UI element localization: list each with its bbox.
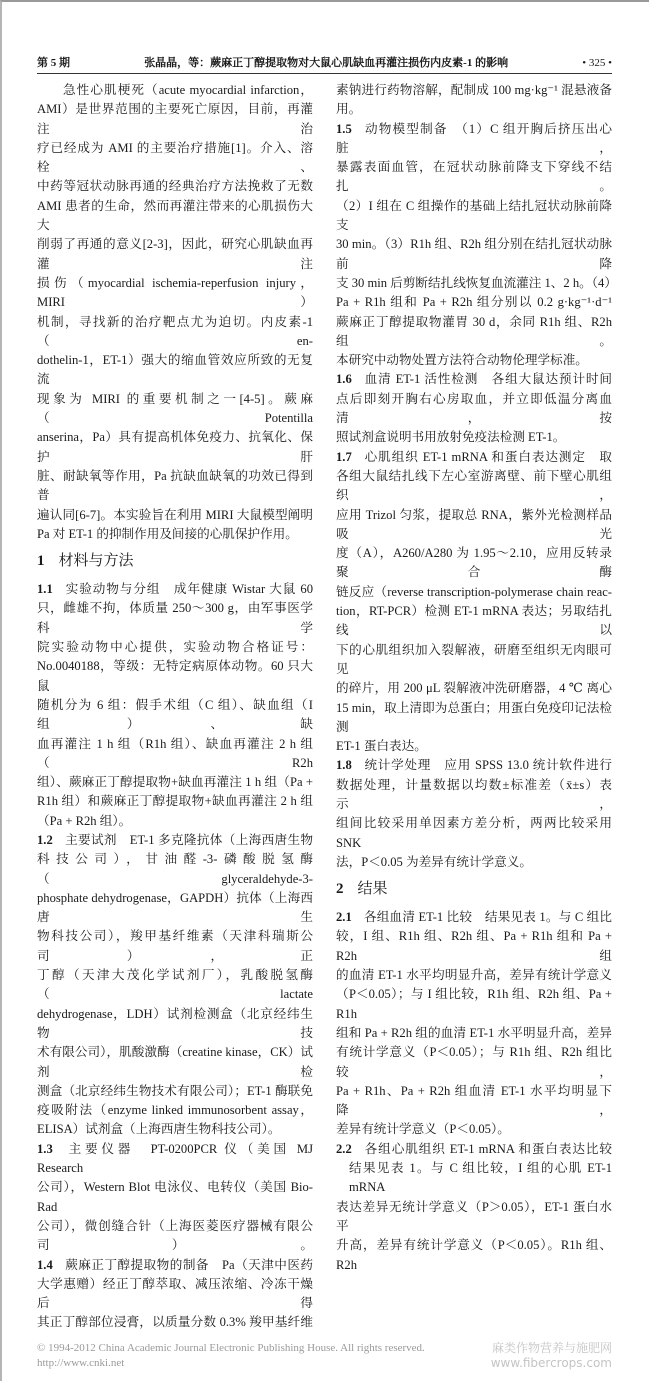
text-line [37,428,313,467]
line-text: 较，I 组、R1h 组、R2h 组、Pa + R1h 组和 Pa + R2h 组 [336,929,612,963]
text-line [336,506,612,545]
text-line [37,696,313,735]
text-line [336,737,612,756]
text-line [37,197,313,236]
left-column [37,81,313,1333]
line-text: 各组血清 ET-1 比较 结果见表 1。与 C 组比 [363,910,612,925]
line-text: 科技公司），甘油醛-3-磷酸脱氢酶（glyceraldehyde-3- [37,852,313,886]
text-line [336,1198,612,1237]
line-text: 遍认同[6-7]。本实验旨在利用 MIRI 大鼠模型阐明 [37,507,313,522]
watermark-line: 麻类作物营养与施肥网 [491,1340,612,1355]
subsection-number: 1.1 [37,582,53,597]
line-text: 院实验动物中心提供，实验动物合格证号： [37,640,313,655]
line-text: 结果见表 1。与 C 组比较，I 组的心肌 ET-1 mRNA [349,1161,612,1195]
text-line [336,313,612,352]
line-text: 机制，寻找新的治疗靶点尤为迫切。内皮素-1（en- [37,314,313,348]
section-title: 材料与方法 [58,553,134,570]
line-text: 大学惠赠）经正丁醇萃取、减压浓缩、冷冻干燥后得 [37,1276,313,1311]
section-number: 2 [336,881,344,898]
line-text: ET-1 蛋白表达。 [336,739,427,754]
section-number: 1 [37,553,45,570]
issue-label: 第 5 期 [37,57,70,69]
text-line [37,638,313,657]
line-text: 用。 [336,102,362,117]
text-line [336,544,612,583]
subsection-line [37,1256,313,1275]
subsection-number: 1.2 [37,832,53,847]
line-text: 疗已经成为 AMI 的主要治疗措施[1]。介入、溶栓、 [37,140,313,175]
text-line [336,293,612,312]
text-line [336,1159,612,1198]
line-text: 脏、耐缺氧等作用，Pa 抗缺血缺氧的功效已得到普 [37,468,313,503]
line-text: 主要仪器 PT-0200PCR 仪（美国 MJ Research [37,1141,313,1176]
line-text: 素钠进行药物溶解，配制成 100 mg·kg⁻¹ 混悬液备 [336,83,612,97]
line-text: 心肌组织 ET-1 mRNA 和蛋白表达测定 取 [363,449,612,464]
text-line [37,773,313,792]
copyright-footer: © 1994-2012 China Academic Journal Electronic Publishing House. All rights reserved. http://www.cnki.net [37,1341,425,1369]
line-text: 疫吸附法（enzyme linked immunosorbent assay， [37,1103,313,1118]
line-text: 实验动物与分组 成年健康 Wistar 大鼠 60 [64,582,313,597]
running-header [37,54,612,72]
text-line [37,927,313,966]
right-column-results [336,908,612,1275]
text-line [37,735,313,774]
text-line [37,850,313,889]
text-line [37,812,313,831]
subsection-number: 1.6 [336,372,352,387]
text-line [37,792,313,811]
line-text: 组间比较采用单因素方差分析，两两比较采用 SNK [336,816,612,850]
line-text: 15 min，取上清即为总蛋白；用蛋白免疫印记法检测 [336,700,612,734]
line-text: 血清 ET-1 活性检测 各组大鼠达预计时间 [363,372,612,387]
line-text: tion，RT-PCR）检测 ET-1 mRNA 表达；另取结扎线以 [336,604,612,638]
line-text: 照试剂盒说明书用放射免疫法检测 ET-1。 [336,430,566,445]
text-line [37,390,313,429]
section-heading-results [336,874,612,904]
subsection-number: 1.4 [37,1257,53,1272]
section-heading-methods [37,546,313,576]
page-number: • 325 • [582,57,612,69]
line-text: 各组心肌组织 ET-1 mRNA 和蛋白表达比较 [363,1141,612,1156]
line-text: 的血清 ET-1 水平均明显升高，差异有统计学意义 [336,968,612,983]
line-text: 的碎片，用 200 μL 裂解液冲洗研磨器，4 ℃ 离心 [336,681,612,696]
subsection-number: 1.5 [336,121,352,136]
text-line [336,1236,612,1275]
text-line [336,467,612,506]
line-text: Pa + R1h 组和 Pa + R2h 组分别以 0.2 g·kg⁻¹·d⁻¹ [336,295,612,310]
text-line [336,641,612,680]
text-line [336,1082,612,1121]
header-rule [37,73,612,74]
text-line [336,699,612,738]
line-text: 测盒（北京经纬生物技术有限公司）；ET-1 酶联免 [37,1083,313,1098]
text-line [336,602,612,641]
line-text: 蕨麻正丁醇提取物的制备 Pa（天津中医药 [64,1257,313,1272]
text-line [37,467,313,506]
text-line [336,966,612,985]
text-line [37,100,313,139]
line-text: Pa + R1h、Pa + R2h 组血清 ET-1 水平均明显下降， [336,1083,612,1118]
text-line [336,1024,612,1043]
text-line [336,100,612,119]
text-line [37,506,313,525]
subsection-number: 2.2 [336,1141,352,1156]
line-text: 削弱了再通的意义[2-3]，因此，研究心肌缺血再灌注 [37,237,313,271]
line-text: 统计学处理 应用 SPSS 13.0 统计软件进行 [363,758,612,773]
subsection-number: 2.1 [336,910,352,925]
line-text: 法，P＜0.05 为差异有统计学意义。 [336,854,532,869]
line-text: 丁醇（天津大茂化学试剂厂），乳酸脱氢酶（lactate [37,968,313,1002]
line-text: 各组大鼠结扎线下左心室游离壁、前下壁心肌组织， [336,468,612,503]
text-line [336,679,612,698]
line-text: AMI）是世界范围的主要死亡原因，目前，再灌注治 [37,102,313,136]
text-line [37,1120,313,1139]
body-columns [37,81,617,1333]
text-line [336,927,612,966]
text-line [37,1217,313,1256]
subsection-number: 1.7 [336,449,352,464]
line-text: 物科技公司），羧甲基纤维素（天津科瑞斯公司），正 [37,929,313,963]
line-text: 有统计学意义（P＜0.05）；与 R1h 组、R2h 组比较， [336,1045,612,1079]
text-line [336,235,612,274]
line-text: 中药等冠状动脉再通的经典治疗方法挽救了无数 [37,179,313,194]
text-line [37,966,313,1005]
text-line [336,853,612,872]
page-footer [37,1341,612,1371]
line-text: dehydrogenase，LDH）试剂检测盒（北京经纬生物技 [37,1006,313,1040]
line-text: 术有限公司），肌酸激酶（creatine kinase，CK）试剂检 [37,1045,313,1079]
subsection-line [37,1140,313,1179]
subsection-line [336,448,612,467]
text-line [37,1005,313,1044]
text-line [336,158,612,197]
text-line [37,351,313,390]
text-line [336,814,612,853]
text-line [37,274,313,313]
line-text: 度（A），A260/A280 为 1.95～2.10，应用反转录聚合酶 [336,546,612,580]
running-title: 张晶晶，等：蕨麻正丁醇提取物对大鼠心肌缺血再灌注损伤内皮素-1 的影响 [144,57,509,69]
text-line [37,1178,313,1217]
text-line [336,583,612,602]
section-title: 结果 [357,881,388,898]
subsection-line [336,756,612,775]
line-text: 表达差异无统计学意义（P＞0.05），ET-1 蛋白水平 [336,1199,612,1233]
text-line [336,776,612,815]
watermark-line: www.fibercrops.com [490,1355,612,1370]
line-text: 损伤（myocardial ischemia-reperfusion injury，MIRI） [37,275,313,310]
text-line [336,390,612,429]
text-line [37,177,313,196]
subsection-line [336,908,612,927]
left-column-methods [37,580,313,1333]
subsection-number: 1.3 [37,1141,53,1156]
line-text: dothelin-1，ET-1）强大的缩血管效应所致的无复流 [37,353,313,387]
line-text: 组和 Pa + R2h 组的血清 ET-1 水平明显升高，差异 [336,1025,612,1040]
text-line [37,525,313,544]
line-text: 血再灌注 1 h 组（R1h 组）、缺血再灌注 2 h 组（R2h [37,736,313,770]
line-text: 下的心肌组织加入裂解液，研磨至组织无肉眼可见 [336,642,612,676]
line-text: phosphate dehydrogenase，GAPDH）抗体（上海西唐生 [37,890,313,925]
subsection-line [37,580,313,599]
line-text: ELISA）试剂盒（上海西唐生物科技公司）。 [37,1122,281,1137]
text-line [37,889,313,928]
line-text: 升高，差异有统计学意义（P＜0.05）。R1h 组、R2h [336,1238,612,1272]
text-line [37,1313,313,1332]
line-text: （Pa + R2h 组）。 [37,813,132,828]
line-text: 其正丁醇部位浸膏，以质量分数 0.3% 羧甲基纤维 [37,1315,313,1330]
right-column-methods [336,81,617,872]
subsection-number: 1.8 [336,758,352,773]
line-text: 差异有统计学意义（P＜0.05）。 [336,1122,510,1137]
text-line [336,1120,612,1139]
line-text: 点后即刻开胸右心房取血，并立即低温分离血清，按 [336,391,612,426]
text-line [37,81,313,100]
line-text: 支 30 min 后剪断结扎线恢复血流灌注 1、2 h。（4） [336,275,617,290]
text-line [336,985,612,1024]
line-text: 蕨麻正丁醇提取物灌胃 30 d，余同 R1h 组、R2h 组。 [336,314,612,348]
text-line [336,428,612,447]
line-text: R1h 组）和蕨麻正丁醇提取物+缺血再灌注 2 h 组 [37,794,313,809]
text-line [37,1101,313,1120]
watermark [491,1341,612,1371]
text-line [336,197,612,236]
text-line [37,599,313,638]
text-line [37,235,313,274]
line-text: （P＜0.05）；与 I 组比较，R1h 组、R2h 组、Pa + R1h [336,987,612,1021]
line-text: 公司），Western Blot 电泳仪、电转仪（美国 Bio-Rad [37,1180,313,1214]
line-text: Pa 对 ET-1 的抑制作用及间接的心肌保护作用。 [37,526,298,541]
line-text: 只，雌雄不拘，体质量 250～300 g，由军事医学科学 [37,601,313,635]
line-text: 组）、蕨麻正丁醇提取物+缺血再灌注 1 h 组（Pa + [37,775,313,790]
text-line [37,1275,313,1314]
line-text: 数据处理，计量数据以均数±标准差（x̄±s）表示， [336,777,612,811]
line-text: 本研究中动物处置方法符合动物伦理学标准。 [336,353,588,368]
line-text: 公司），微创缝合针（上海医菱医疗器械有限公司）。 [37,1218,313,1253]
text-line [336,274,617,293]
line-text: 30 min。（3）R1h 组、R2h 组分别在结扎冠状动脉前降 [336,237,612,271]
text-line [336,1043,612,1082]
text-line [37,1082,313,1101]
line-text: No.0040188，等级：无特定病原体动物。60 只大鼠 [37,659,313,693]
text-line [37,1043,313,1082]
text-line [336,351,612,370]
line-text: 急性心肌梗死（acute myocardial infarction， [63,83,313,97]
text-line [37,139,313,178]
line-text: 应用 Trizol 匀浆，提取总 RNA，紫外光检测样品吸光 [336,507,612,541]
line-text: 动物模型制备 （1）C 组开胸后挤压出心脏， [336,121,612,155]
line-text: 主要试剂 ET-1 多克隆抗体（上海西唐生物 [64,832,313,847]
line-text: 链反应（reverse transcription-polymerase chain reac- [336,584,612,599]
text-line [336,81,612,100]
text-line [37,313,313,352]
subsection-line [37,831,313,850]
subsection-line [336,1140,612,1159]
subsection-line [336,120,612,159]
line-text: 暴露表面血管，在冠状动脉前降支下穿线不结扎。 [336,160,612,194]
left-column-intro [37,81,313,544]
right-column [336,81,617,1333]
text-line [37,657,313,696]
line-text: 随机分为 6 组：假手术组（C 组）、缺血组（I 组）、缺 [37,697,313,732]
line-text: （2）I 组在 C 组操作的基础上结扎冠状动脉前降支 [336,198,612,233]
line-text: anserina，Pa）具有提高机体免疫力、抗氧化、保护肝 [37,430,313,464]
line-text: AMI 患者的生命，然而再灌注带来的心肌损伤大大 [37,198,313,233]
line-text: 现象为 MIRI 的重要机制之一[4-5]。蕨麻（Potentilla [37,391,313,426]
subsection-line [336,370,612,389]
